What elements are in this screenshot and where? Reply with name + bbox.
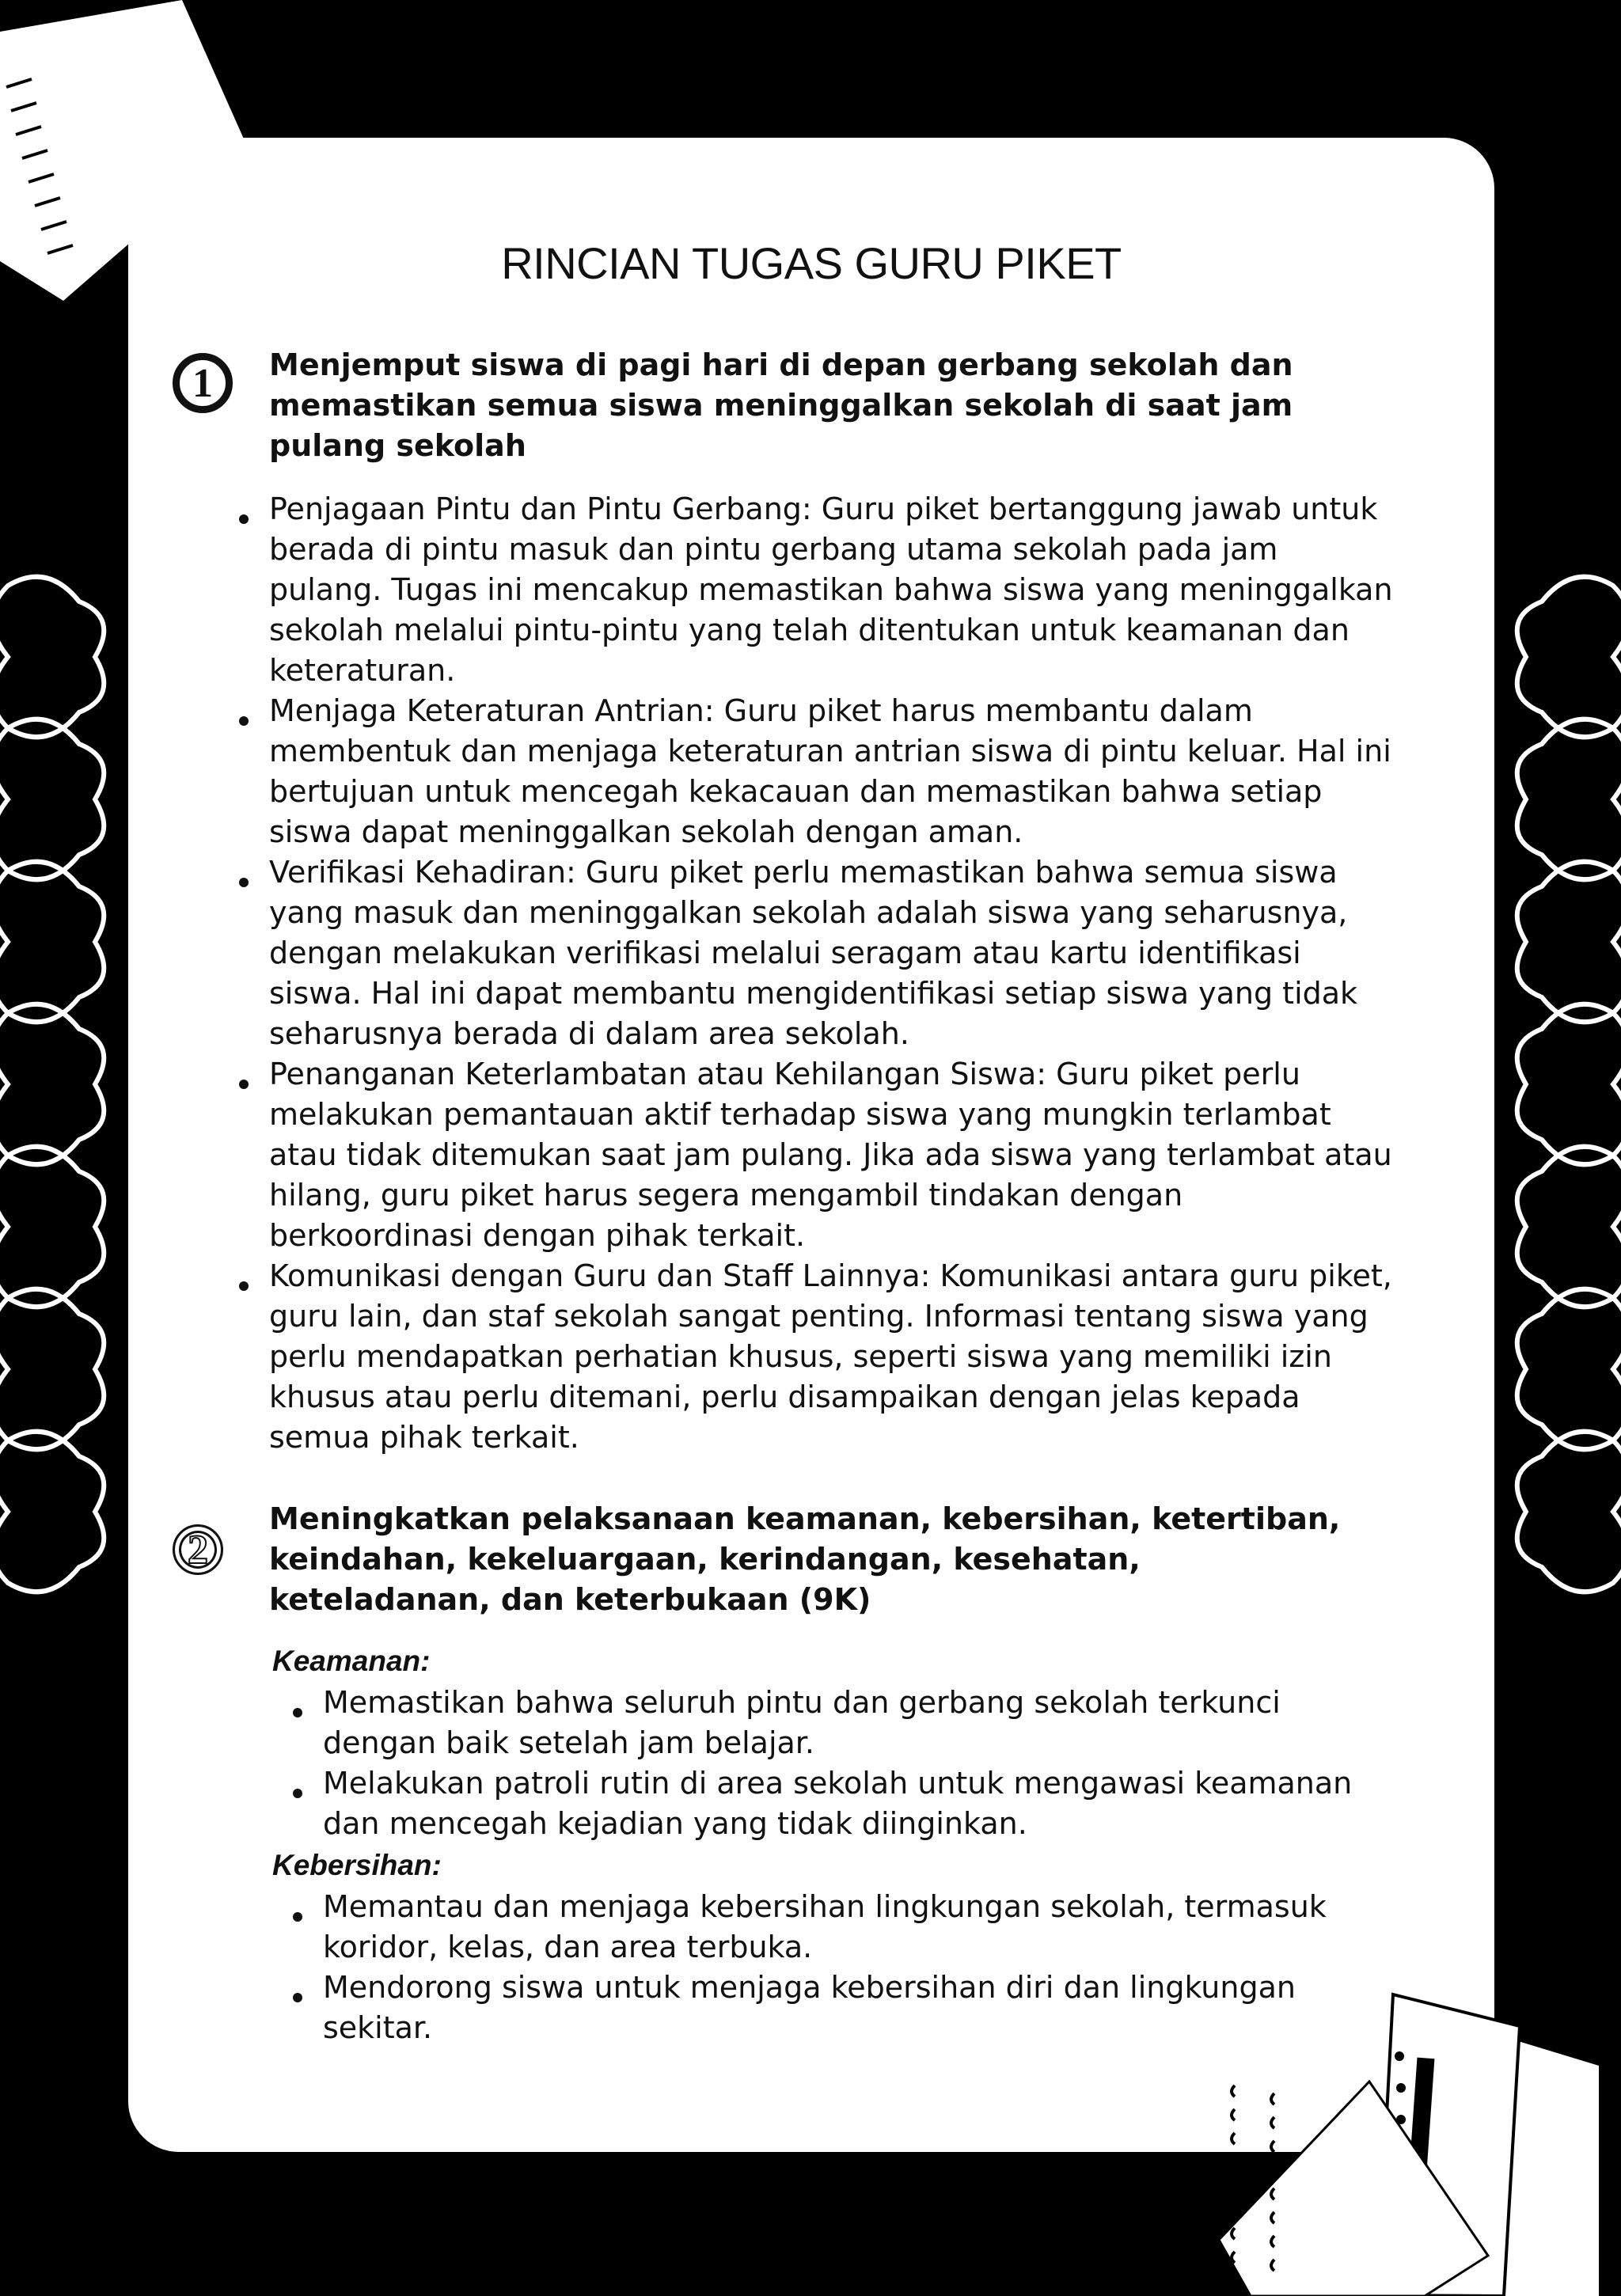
list-item: Mendorong siswa untuk menjaga kebersihan diri dan lingkungan sekitar. [323, 1968, 1360, 2048]
list-item: Menjaga Keteraturan Antrian: Guru piket harus membantu dalam membentuk dan menjaga keteraturan antrian siswa di pintu keluar. Hal ini bertujuan untuk mencegah kekacauan dan memastikan bahwa setiap siswa dapat meninggalkan sekolah dengan aman. [269, 691, 1393, 852]
list-item: Memantau dan menjaga kebersihan lingkungan sekolah, termasuk koridor, kelas, dan area terbuka. [323, 1887, 1360, 1968]
keamanan-label: Keamanan: [272, 1645, 431, 1677]
list-item: Melakukan patroli rutin di area sekolah untuk mengawasi keamanan dan mencegah kejadian yang tidak diinginkan. [323, 1763, 1360, 1844]
list-item: Komunikasi dengan Guru dan Staff Lainnya: Komunikasi antara guru piket, guru lain, dan staf sekolah sangat penting. Informasi tentang siswa yang perlu mendapatkan perhatian khusus, seperti siswa yang memiliki izin khusus atau perlu ditemani, perlu disampaikan dengan jelas kepada semua pihak terkait. [269, 1256, 1393, 1458]
number-one-icon: 1 [173, 353, 233, 413]
list-item: Penjagaan Pintu dan Pintu Gerbang: Guru piket bertanggung jawab untuk berada di pintu masuk dan pintu gerbang utama sekolah pada jam pulang. Tugas ini mencakup memastikan bahwa siswa yang meninggalkan sekolah melalui pintu-pintu yang telah ditentukan untuk keamanan dan keteraturan. [269, 489, 1393, 691]
keamanan-list [323, 1683, 1360, 1844]
lattice-pattern-right [1496, 570, 1621, 1662]
list-item: Penanganan Keterlambatan atau Kehilangan Siswa: Guru piket perlu melakukan pemantauan aktif terhadap siswa yang mungkin terlambat atau tidak ditemukan saat jam pulang. Jika ada siswa yang terlambat atau hilang, guru piket harus segera mengambil tindakan dengan berkoordinasi dengan pihak terkait. [269, 1054, 1393, 1256]
list-item: Verifikasi Kehadiran: Guru piket perlu memastikan bahwa semua siswa yang masuk dan meninggalkan sekolah adalah siswa yang seharusnya, dengan melakukan verifikasi melalui seragam atau kartu identifikasi siswa. Hal ini dapat membantu mengidentifikasi setiap siswa yang tidak seharusnya berada di dalam area sekolah. [269, 852, 1393, 1054]
section-1-heading: Menjemput siswa di pagi hari di depan gerbang sekolah dan memastikan semua siswa meninggalkan sekolah di saat jam pulang sekolah [269, 347, 1293, 463]
number-two-icon: 2 [173, 1524, 223, 1575]
kebersihan-label: Kebersihan: [272, 1849, 442, 1881]
section-2-heading: Meningkatkan pelaksanaan keamanan, kebersihan, ketertiban, keindahan, kekeluargaan, kerindangan, kesehatan, keteladanan, dan keterbukaan (9K) [269, 1501, 1341, 1617]
section-1-list [269, 489, 1393, 1458]
content-card [128, 138, 1494, 2152]
notebook-decoration-bottom-right [1187, 1884, 1621, 2296]
page-title: RINCIAN TUGAS GURU PIKET [501, 238, 1122, 288]
lattice-pattern-left [0, 570, 135, 1662]
list-item: Memastikan bahwa seluruh pintu dan gerbang sekolah terkunci dengan baik setelah jam belajar. [323, 1683, 1360, 1763]
